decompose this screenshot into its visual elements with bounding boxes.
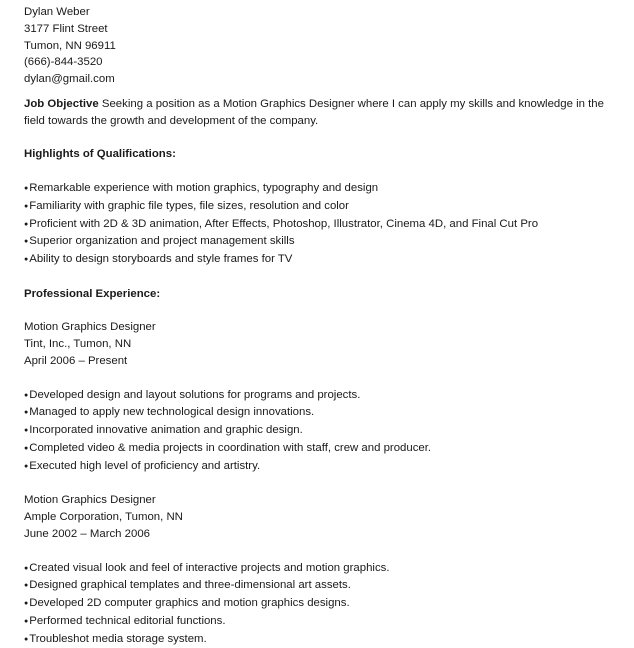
- list-item: ● Ability to design storyboards and style frames for TV: [24, 251, 626, 269]
- job-company: Ample Corporation, Tumon, NN: [24, 509, 626, 526]
- qualifications-heading: Highlights of Qualifications:: [24, 146, 626, 163]
- list-item: ● Proficient with 2D & 3D animation, After Effects, Photoshop, Illustrator, Cinema 4D, and Final Cut Pro: [24, 216, 626, 234]
- list-item: ● Created visual look and feel of interactive projects and motion graphics.: [24, 560, 626, 578]
- list-item: ● Completed video & media projects in coordination with staff, crew and producer.: [24, 440, 626, 458]
- list-item: ● Managed to apply new technological design innovations.: [24, 404, 626, 422]
- list-item: ● Designed graphical templates and three-dimensional art assets.: [24, 577, 626, 595]
- job-company: Tint, Inc., Tumon, NN: [24, 336, 626, 353]
- list-item: ● Executed high level of proficiency and artistry.: [24, 458, 626, 476]
- list-item: ● Developed design and layout solutions for programs and projects.: [24, 387, 626, 405]
- experience-heading: Professional Experience:: [24, 286, 626, 303]
- contact-block: [24, 4, 626, 88]
- contact-city: Tumon, NN 96911: [24, 38, 626, 55]
- list-item: ● Troubleshot media storage system.: [24, 631, 626, 648]
- job-title: Motion Graphics Designer: [24, 492, 626, 509]
- list-item: ● Familiarity with graphic file types, file sizes, resolution and color: [24, 198, 626, 216]
- contact-name: Dylan Weber: [24, 4, 626, 21]
- job-objective-label: Job Objective: [24, 98, 99, 110]
- job-title: Motion Graphics Designer: [24, 319, 626, 336]
- job-entry-2: [24, 492, 626, 648]
- job-duties-list: [24, 387, 626, 476]
- qualifications-list: [24, 180, 626, 269]
- job-dates: April 2006 – Present: [24, 353, 626, 370]
- job-objective-text: Seeking a position as a Motion Graphics Designer where I can apply my skills and knowledge in the field towards the growth and development of the company.: [24, 98, 604, 127]
- list-item: ● Developed 2D computer graphics and motion graphics designs.: [24, 595, 626, 613]
- job-entry-1: [24, 319, 626, 475]
- job-objective: [24, 96, 624, 130]
- job-duties-list: [24, 560, 626, 648]
- job-dates: June 2002 – March 2006: [24, 526, 626, 543]
- list-item: ● Performed technical editorial functions.: [24, 613, 626, 631]
- contact-street: 3177 Flint Street: [24, 21, 626, 38]
- list-item: ● Remarkable experience with motion graphics, typography and design: [24, 180, 626, 198]
- contact-email: dylan@gmail.com: [24, 71, 626, 88]
- list-item: ● Superior organization and project management skills: [24, 233, 626, 251]
- list-item: ● Incorporated innovative animation and graphic design.: [24, 422, 626, 440]
- contact-phone: (666)-844-3520: [24, 54, 626, 71]
